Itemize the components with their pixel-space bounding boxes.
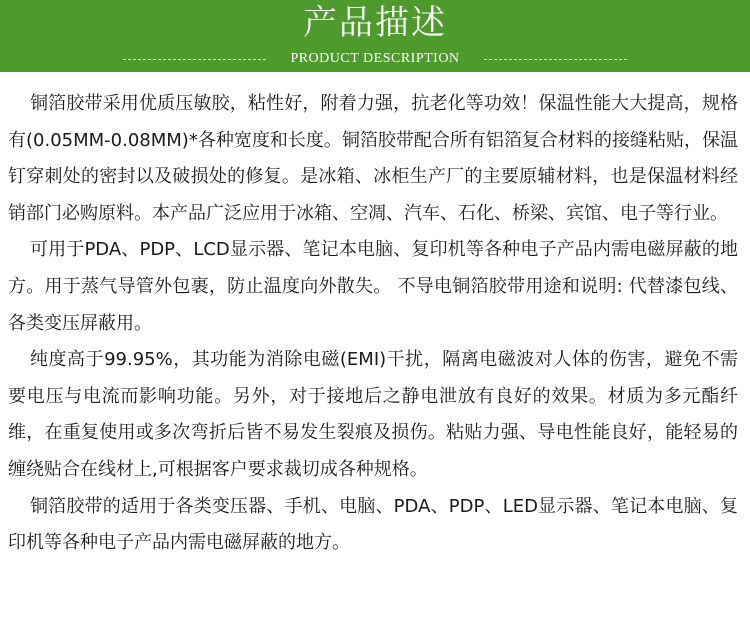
- decorative-divider-right: [484, 59, 627, 60]
- paragraph-intro: 铜箔胶带采用优质压敏胶，粘性好，附着力强，抗老化等功效！保温性能大大提高，规格有(0.05MM-0.08MM)*各种宽度和长度。铜箔胶带配合所有铝箔复合材料的接缝粘贴，保温钉穿刺处的密封以及破损处的修复。是冰箱、冰柜生产厂的主要原辅材料，也是保温材料经销部门必购原料。本产品广泛应用于冰箱、空凋、汽车、石化、桥梁、宾馆、电子等行业。: [8, 93, 738, 224]
- paragraph-usage: 铜箔胶带的适用于各类变压器、手机、电脑、PDA、PDP、LED显示器、笔记本电脑、复印机等各种电子产品内需电磁屏蔽的地方。: [8, 495, 738, 554]
- description-body: [0, 86, 750, 562]
- paragraph-applications: 可用于PDA、PDP、LCD显示器、笔记本电脑、复印机等各种电子产品内需电磁屏蔽的地方。用于蒸气导管外包裹，防止温度向外散失。 不导电铜箔胶带用途和说明: 代替漆包线、各类变压屏蔽用。: [8, 239, 738, 334]
- paragraph-properties: 纯度高于99.95%，其功能为消除电磁(EMI)干扰，隔离电磁波对人体的伤害，避免不需要电压与电流而影响功能。另外，对于接地后之静电泄放有良好的效果。材质为多元酯纤维，在重复使用或多次弯折后皆不易发生裂痕及损伤。粘贴力强、导电性能良好，能轻易的缠绕贴合在线材上,可根据客户要求裁切成各种规格。: [8, 349, 738, 480]
- section-title: 产品描述: [303, 3, 447, 43]
- section-subtitle: PRODUCT DESCRIPTION: [290, 51, 460, 66]
- section-header: [0, 0, 750, 72]
